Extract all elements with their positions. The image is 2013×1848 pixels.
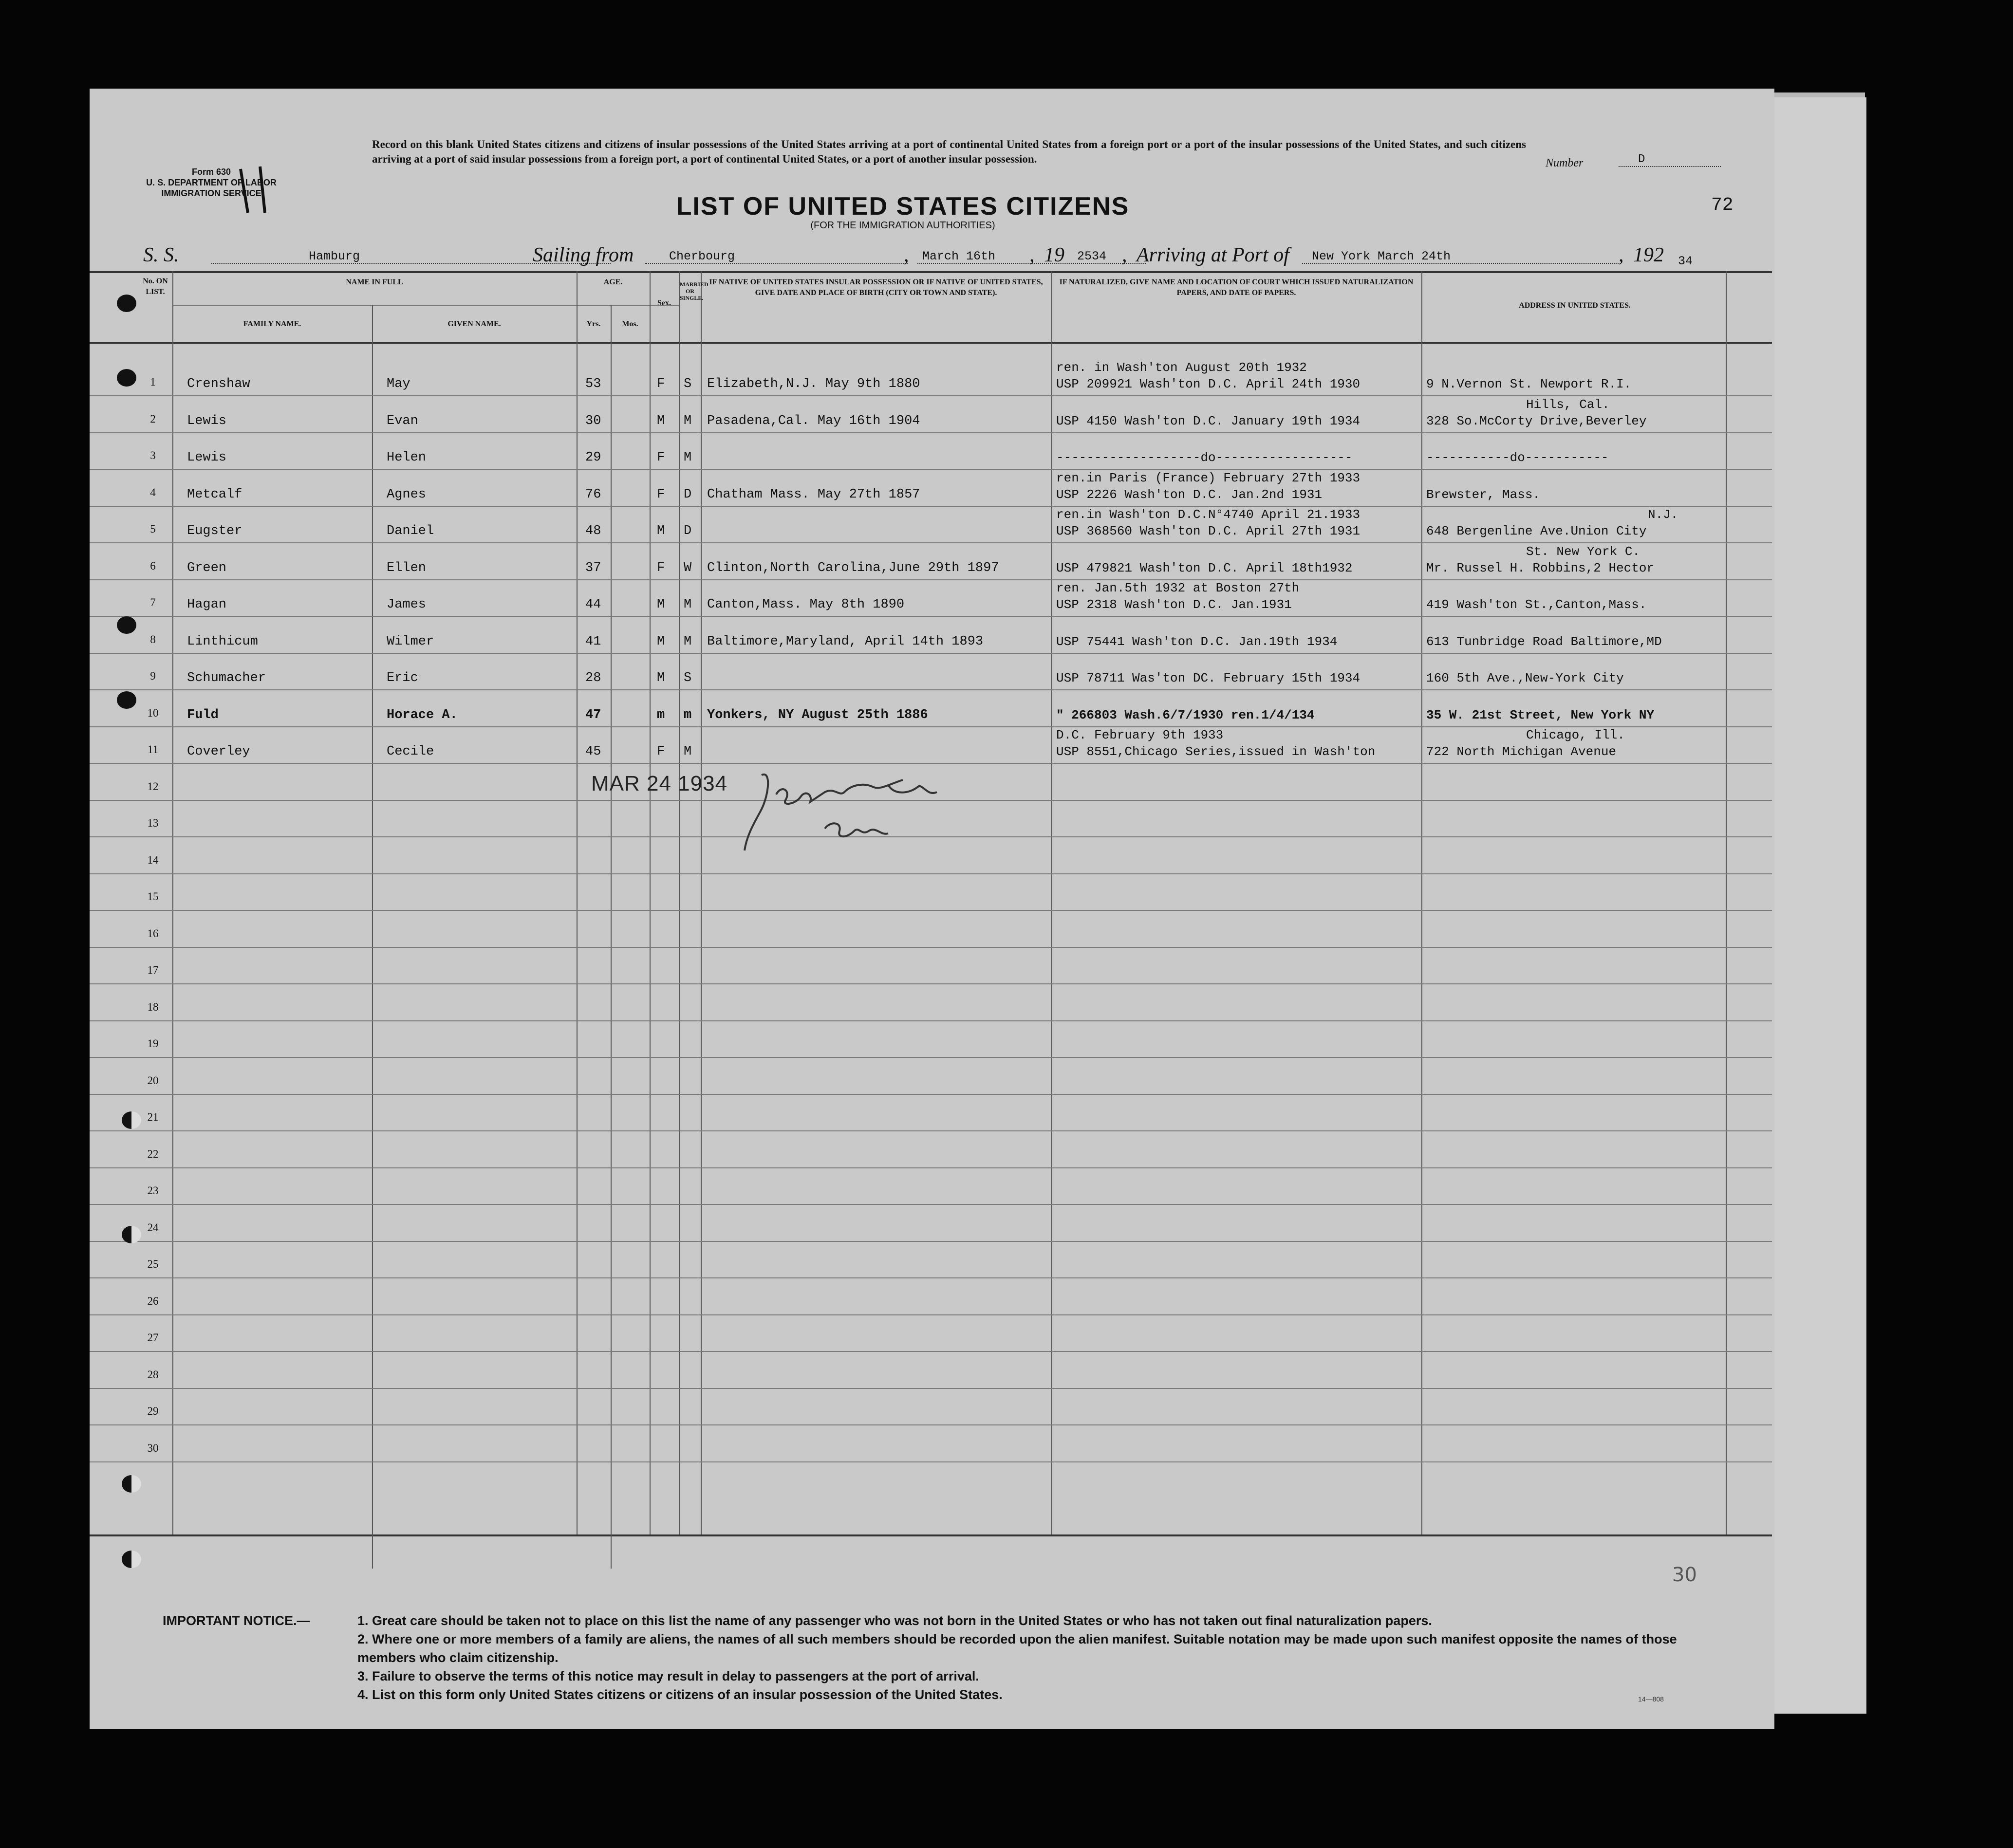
family-name-cell: Coverley	[187, 744, 250, 759]
row-number: 8	[150, 633, 156, 646]
family-name-cell: Schumacher	[187, 671, 266, 685]
address-cell: 722 North Michigan Avenue	[1426, 744, 1617, 759]
naturalization-cell: USP 368560 Wash'ton D.C. April 27th 1931	[1056, 524, 1361, 538]
notice-item: 1. Great care should be taken not to place on this list the name of any passenger who was not born in the United States or who has not taken out final naturalization papers.	[357, 1613, 1432, 1628]
ship-name: Hamburg	[309, 249, 360, 263]
form-code: 14—808	[1638, 1695, 1664, 1703]
age-cell: 45	[585, 744, 601, 759]
naturalization-cell: USP 2318 Wash'ton D.C. Jan.1931	[1056, 597, 1292, 612]
naturalization-cell: USP 479821 Wash'ton D.C. April 18th1932	[1056, 560, 1353, 575]
col-header-no: No. ON LIST.	[143, 277, 168, 296]
pencil-mark: 30	[1672, 1564, 1697, 1586]
sail-year: 2534	[1077, 249, 1107, 263]
row-number: 26	[147, 1294, 159, 1307]
binder-hole	[122, 1551, 141, 1568]
naturalization-cell: USP 8551,Chicago Series,issued in Wash'ton	[1056, 744, 1376, 759]
col-header-mos: Mos.	[622, 320, 638, 328]
marital-status-cell: M	[684, 413, 692, 428]
birthplace-cell: Baltimore,Maryland, April 14th 1893	[707, 634, 984, 649]
notice-item: 2. Where one or more members of a family are aliens, the names of all such members should be recorded upon the alien manifest. Suitable notation may be made upon such manifest opposite the names of those members who claim citizenship.	[357, 1632, 1677, 1665]
row-rule	[90, 726, 1772, 727]
passenger-table	[90, 271, 1774, 1527]
col-header-age: AGE.	[603, 278, 623, 286]
given-name-cell: Ellen	[387, 560, 427, 575]
arrival-year: 34	[1678, 254, 1693, 268]
marital-status-cell: M	[684, 450, 692, 465]
marital-status-cell: M	[684, 634, 692, 649]
row-rule	[90, 616, 1772, 617]
address-note-cell: Chicago, Ill.	[1526, 728, 1625, 742]
binder-hole	[122, 1226, 141, 1243]
naturalization-note-cell: ren.in Wash'ton D.C.N°4740 April 21.1933	[1056, 507, 1361, 522]
family-name-cell: Lewis	[187, 413, 227, 428]
sex-cell: M	[657, 524, 665, 538]
marital-status-cell: M	[684, 597, 692, 612]
number-label: Number	[1546, 157, 1584, 169]
date-stamp: MAR 24 1934	[591, 772, 728, 795]
row-number: 21	[147, 1111, 159, 1123]
naturalization-note-cell: D.C. February 9th 1933	[1056, 728, 1224, 742]
given-name-cell: Helen	[387, 450, 427, 465]
col-header-married: MARRIED OR SINGLE.	[680, 281, 708, 301]
row-number: 5	[150, 523, 156, 535]
sex-cell: M	[657, 634, 665, 649]
marital-status-cell: D	[684, 524, 692, 538]
row-rule	[90, 1351, 1772, 1352]
arrival-port: New York March 24th	[1312, 249, 1451, 263]
marital-status-cell: M	[684, 744, 692, 759]
row-rule	[90, 1130, 1772, 1131]
family-name-cell: Green	[187, 560, 227, 575]
address-note-cell: Hills, Cal.	[1526, 397, 1610, 412]
age-cell: 41	[585, 634, 601, 649]
row-rule	[90, 873, 1772, 874]
address-cell: 35 W. 21st Street, New York NY	[1426, 707, 1655, 722]
given-name-cell: Evan	[387, 413, 418, 428]
family-name-cell: Fuld	[187, 707, 219, 722]
birthplace-cell: Elizabeth,N.J. May 9th 1880	[707, 377, 920, 391]
row-number: 12	[147, 780, 159, 793]
form-number: Form 630	[191, 167, 231, 177]
sail-date: March 16th	[922, 249, 996, 263]
row-number: 10	[147, 706, 159, 719]
row-rule	[90, 469, 1772, 470]
row-rule	[90, 506, 1772, 507]
sailing-from-label: Sailing from	[533, 244, 634, 266]
marital-status-cell: m	[684, 707, 692, 722]
naturalization-note-cell: ren. in Wash'ton August 20th 1932	[1056, 360, 1307, 375]
row-rule	[90, 542, 1772, 543]
row-number: 29	[147, 1405, 159, 1417]
row-number: 17	[147, 964, 159, 976]
row-rule	[90, 947, 1772, 948]
row-rule	[90, 432, 1772, 433]
address-cell: 648 Bergenline Ave.Union City	[1426, 524, 1647, 538]
address-cell: Mr. Russel H. Robbins,2 Hector	[1426, 560, 1655, 575]
row-rule	[90, 910, 1772, 911]
address-cell: 613 Tunbridge Road Baltimore,MD	[1426, 634, 1662, 649]
given-name-cell: May	[387, 377, 410, 391]
page-number: 72	[1711, 195, 1733, 216]
row-number: 4	[150, 486, 156, 499]
age-cell: 53	[585, 377, 601, 391]
binder-hole	[117, 616, 136, 634]
given-name-cell: Cecile	[387, 744, 434, 759]
birthplace-cell: Chatham Mass. May 27th 1857	[707, 487, 920, 502]
address-note-cell: N.J.	[1648, 507, 1678, 522]
marital-status-cell: D	[684, 487, 692, 502]
marital-status-cell: W	[684, 560, 692, 575]
document-subtitle: (FOR THE IMMIGRATION AUTHORITIES)	[810, 220, 995, 231]
arrival-year-prefix: 192	[1633, 244, 1664, 266]
number-value: D	[1619, 153, 1721, 167]
col-header-birth: IF NATIVE OF UNITED STATES INSULAR POSSESSION OR IF NATIVE OF UNITED STATES, GIVE DATE AND PLACE OF BIRTH (CITY OR TOWN AND STATE).	[709, 278, 1043, 297]
birthplace-cell: Pasadena,Cal. May 16th 1904	[707, 413, 920, 428]
row-rule	[90, 579, 1772, 580]
notice-lead: IMPORTANT NOTICE.—	[163, 1613, 310, 1628]
tick-mark-drawing	[231, 164, 284, 218]
row-rule	[90, 1020, 1772, 1021]
row-rule	[90, 1167, 1772, 1168]
age-cell: 30	[585, 413, 601, 428]
family-name-cell: Crenshaw	[187, 377, 250, 391]
sail-year-prefix: 19	[1044, 244, 1064, 266]
row-rule	[90, 1277, 1772, 1278]
naturalization-cell: USP 78711 Was'ton DC. February 15th 1934	[1056, 671, 1361, 685]
birthplace-cell: Clinton,North Carolina,June 29th 1897	[707, 560, 999, 575]
given-name-cell: Eric	[387, 671, 418, 685]
family-name-cell: Linthicum	[187, 634, 258, 649]
sex-cell: F	[657, 560, 665, 575]
col-header-yrs: Yrs.	[586, 320, 601, 328]
family-name-cell: Eugster	[187, 524, 242, 538]
notice-item: 3. Failure to observe the terms of this notice may result in delay to passengers at the port of arrival.	[357, 1669, 979, 1683]
naturalization-cell: " 266803 Wash.6/7/1930 ren.1/4/134	[1056, 707, 1315, 722]
sex-cell: M	[657, 413, 665, 428]
age-cell: 48	[585, 524, 601, 538]
sex-cell: M	[657, 597, 665, 612]
department-label: U. S. DEPARTMENT OF LABOR	[146, 178, 277, 187]
family-name-cell: Lewis	[187, 450, 227, 465]
col-header-naturalized: IF NATURALIZED, GIVE NAME AND LOCATION OF COURT WHICH ISSUED NATURALIZATION PAPERS, AND DATE OF PAPERS.	[1059, 278, 1414, 297]
tick-mark	[231, 164, 284, 232]
row-number: 19	[147, 1037, 159, 1050]
naturalization-cell: USP 2226 Wash'ton D.C. Jan.2nd 1931	[1056, 487, 1323, 502]
binder-hole	[122, 1475, 141, 1493]
row-number: 3	[150, 449, 156, 462]
age-cell: 47	[585, 707, 601, 722]
col-header-family: FAMILY NAME.	[243, 320, 301, 328]
col-header-sex: Sex.	[657, 299, 671, 307]
birthplace-cell: Yonkers, NY August 25th 1886	[707, 707, 928, 722]
sex-cell: F	[657, 744, 665, 759]
age-cell: 37	[585, 560, 601, 575]
address-cell: Brewster, Mass.	[1426, 487, 1541, 502]
row-number: 2	[150, 412, 156, 425]
row-rule	[90, 1424, 1772, 1425]
row-number: 24	[147, 1221, 159, 1234]
family-name-cell: Metcalf	[187, 487, 242, 502]
row-number: 22	[147, 1147, 159, 1160]
naturalization-cell: USP 209921 Wash'ton D.C. April 24th 1930	[1056, 377, 1361, 391]
notice-item: 4. List on this form only United States citizens or citizens of an insular possession of the United States.	[357, 1687, 1003, 1702]
service-label: IMMIGRATION SERVICE	[161, 188, 261, 198]
row-number: 27	[147, 1331, 159, 1344]
given-name-cell: Daniel	[387, 524, 434, 538]
row-rule	[90, 1461, 1772, 1462]
address-cell: 9 N.Vernon St. Newport R.I.	[1426, 377, 1632, 391]
binder-hole	[122, 1111, 141, 1129]
departure-port: Cherbourg	[669, 249, 735, 263]
binder-hole	[117, 295, 136, 312]
row-rule	[90, 1314, 1772, 1315]
row-rule	[90, 1094, 1772, 1095]
row-rule	[90, 1388, 1772, 1389]
naturalization-cell: USP 75441 Wash'ton D.C. Jan.19th 1934	[1056, 634, 1338, 649]
given-name-cell: Wilmer	[387, 634, 434, 649]
row-rule	[90, 653, 1772, 654]
address-note-cell: St. New York C.	[1526, 544, 1640, 559]
row-rule	[90, 1057, 1772, 1058]
row-number: 7	[150, 596, 156, 609]
row-number: 16	[147, 927, 159, 940]
naturalization-note-cell: ren.in Paris (France) February 27th 1933	[1056, 470, 1361, 485]
age-cell: 76	[585, 487, 601, 502]
row-rule	[90, 983, 1772, 984]
arriving-label: Arriving at Port of	[1137, 244, 1289, 266]
given-name-cell: Agnes	[387, 487, 427, 502]
marital-status-cell: S	[684, 377, 692, 391]
address-cell: 419 Wash'ton St.,Canton,Mass.	[1426, 597, 1647, 612]
col-header-address: ADDRESS IN UNITED STATES.	[1519, 301, 1631, 310]
sex-cell: F	[657, 487, 665, 502]
marital-status-cell: S	[684, 671, 692, 685]
sex-cell: m	[657, 707, 665, 722]
row-rule	[90, 689, 1772, 690]
address-cell: -----------do-----------	[1426, 450, 1609, 465]
row-rule	[90, 763, 1772, 764]
row-number: 1	[150, 376, 156, 388]
col-header-given: GIVEN NAME.	[447, 320, 501, 328]
row-number: 30	[147, 1441, 159, 1454]
birthplace-cell: Canton,Mass. May 8th 1890	[707, 597, 905, 612]
inspector-signature	[742, 765, 947, 860]
header-notice: Record on this blank United States citizens and citizens of insular possessions of the United States arriving at a port of continental United States from a foreign port or a port of the insular possessions of the United States, and such citizens arriving at a port of said insular possessions from a foreign port, a port of continental United States, or a port of another insular possession.	[372, 138, 1526, 165]
row-rule	[90, 1241, 1772, 1242]
ss-label: S. S.	[143, 244, 179, 266]
row-number: 15	[147, 890, 159, 903]
naturalization-cell: -------------------do------------------	[1056, 450, 1353, 465]
sex-cell: F	[657, 450, 665, 465]
row-number: 9	[150, 670, 156, 682]
underlying-page-edge	[1763, 97, 1866, 1714]
row-number: 25	[147, 1258, 159, 1270]
row-number: 13	[147, 817, 159, 829]
naturalization-note-cell: ren. Jan.5th 1932 at Boston 27th	[1056, 581, 1300, 595]
row-number: 20	[147, 1074, 159, 1087]
document-title: LIST OF UNITED STATES CITIZENS	[676, 192, 1130, 221]
age-cell: 44	[585, 597, 601, 612]
binder-hole	[117, 691, 136, 709]
binder-hole	[117, 369, 136, 387]
row-number: 18	[147, 1000, 159, 1013]
sex-cell: M	[657, 671, 665, 685]
row-rule	[90, 1204, 1772, 1205]
address-cell: 160 5th Ave.,New-York City	[1426, 671, 1624, 685]
given-name-cell: Horace A.	[387, 707, 458, 722]
document-page: Form 630 U. S. DEPARTMENT OF LABOR IMMIGRATION SERVICE Record on this blank United States citizens and citizens of insular possessions of the United States arriving at a port of continental United States from a foreign port or a port of the insular possessions of the United States, and such citizens arriving at a port of said insular possessions from a foreign port, a port of continental United States, or a port of another insular possession. Number D 72 LIST OF UNITED STATES CITIZENS (FOR THE IMMIGRATION AUTHORITIES) S. S. Hamburg Sailing from Cherbourg , March 16th , 19 2534 , Arriving at Port of New York March 24th , 192 34 No. ON LIST. NAME IN FULL FAMILY NAME. GIVEN NAME. AGE. Yrs. Mos. Sex. MARRIED OR SINGLE. IF NATIVE OF UNITED STATES INSULAR POSSESSION OR IF NATIVE OF UNITED STATES, GIVE DATE AND PLACE OF BIRTH (CITY OR TOWN AND STATE). IF NATURALIZED, GIVE NAME AND LOCATION OF COURT WHICH ISSUED NATURALIZATION PAPERS, AND DATE OF PAPERS. ADDRESS IN UNITED STATES. 1 2 3 4 5 6 7 8 9 10 11 12 13 14 15 16 17 18 19 20 21 22 23 24 25 26 27 28 29 30 Crenshaw May 53 F S Elizabeth,N.J. May 9th 1880 USP 209921 Wash'ton D.C. April 24th 1930 9 N.Vernon St. Newport R.I. ren. in Wash'ton August 20th 1932 Lewis Evan 30 M M Pasadena,Cal. May 16th 1904 USP 4150 Wash'ton D.C. January 19th 1934 328 So.McCorty Drive,Beverley Hills, Cal. Lewis Helen 29 F M -------------------do------------------ -----------do----------- Metcalf Agnes 76 F D Chatham Mass. May 27th 1857 USP 2226 Wash'ton D.C. Jan.2nd 1931 Brewster, Mass. ren.in Paris (France) February 27th 1933 Eugster Daniel 48 M D USP 368560 Wash'ton D.C. April 27th 1931 648 Bergenline Ave.Union City ren.in Wash'ton D.C.N°4740 April 21.1933 N.J. Green Ellen 37 F W Clinton,North Carolina,June 29th 1897 USP 479821 Wash'ton D.C. April 18th1932 Mr. Russel H. Robbins,2 Hector St. New York C. Hagan James 44 M M Canton,Mass. May 8th 1890 USP 2318 Wash'ton D.C. Jan.1931 419 Wash'ton St.,Canton,Mass. ren. Jan.5th 1932 at Boston 27th Linthicum Wilmer 41 M M Baltimore,Maryland, April 14th 1893 USP 75441 Wash'ton D.C. Jan.19th 1934 613 Tunbridge Road Baltimore,MD Schumacher Eric 28 M S USP 78711 Was'ton DC. February 15th 1934 160 5th Ave.,New-York City Fuld Horace A. 47 m m Yonkers, NY August 25th 1886 " 266803 Wash.6/7/1930 ren.1/4/134 35 W. 21st Street, New York NY Coverley Cecile 45 F M USP 8551,Chicago Series,issued in Wash'ton 722 North Michigan Avenue D.C. February 9th 1933 Chicago, Ill. MAR 24 1934 30 IMPORTANT NOTICE.— 1. Great care should be taken not to place on this list the name of any passenger who was not born in the United States or who has not taken out final naturalization papers. 2. Where one or more members of a family are aliens, the names of all such members should be recorded upon the alien manifest. Suitable notation may be made upon such manifest opposite the names of those members who claim citizenship. 3. Failure to observe the terms of this notice may result in delay to passengers at the port of arrival. 4. List on this form only United States citizens or citizens of an insular possession of the United States. 14—808	[90, 89, 1774, 1729]
age-cell: 29	[585, 450, 601, 465]
row-rule	[90, 395, 1772, 396]
family-name-cell: Hagan	[187, 597, 227, 612]
given-name-cell: James	[387, 597, 427, 612]
row-number: 28	[147, 1368, 159, 1381]
col-header-name: NAME IN FULL	[346, 278, 403, 286]
row-number: 23	[147, 1184, 159, 1197]
age-cell: 28	[585, 671, 601, 685]
row-number: 6	[150, 559, 156, 572]
sex-cell: F	[657, 377, 665, 391]
row-number: 14	[147, 853, 159, 866]
signature-drawing	[742, 765, 947, 858]
notice-items	[357, 1611, 1735, 1704]
naturalization-cell: USP 4150 Wash'ton D.C. January 19th 1934	[1056, 413, 1361, 428]
row-number: 11	[147, 743, 159, 756]
address-cell: 328 So.McCorty Drive,Beverley	[1426, 413, 1647, 428]
